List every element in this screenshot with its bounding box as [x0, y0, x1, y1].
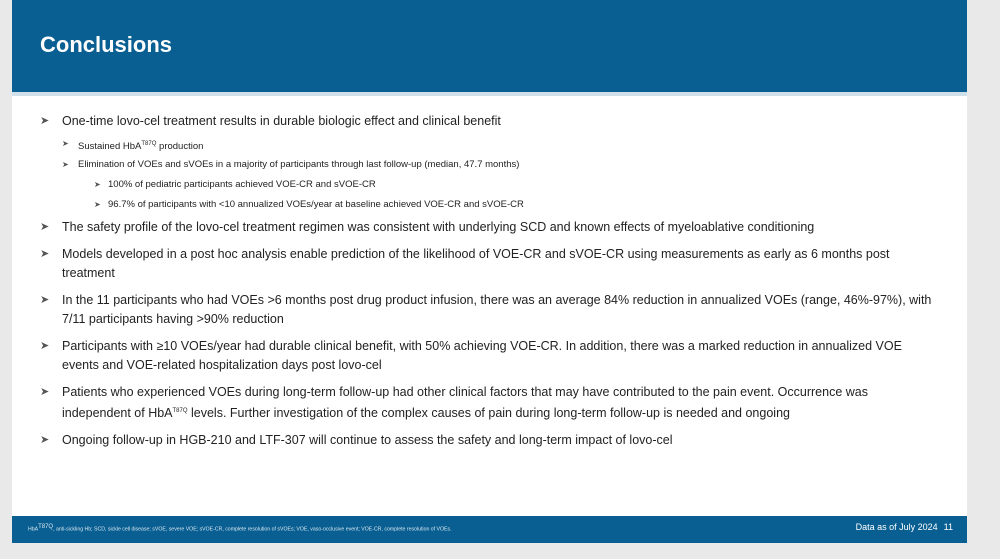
arrow-bullet-icon: ➤	[94, 180, 101, 190]
arrow-bullet-icon: ➤	[40, 115, 50, 127]
arrow-bullet-icon: ➤	[40, 294, 50, 307]
superscript: T87Q	[141, 141, 157, 147]
title-bar	[12, 0, 967, 92]
footer-right	[850, 522, 953, 532]
bullet-text: The safety profile of the lovo-cel treatment regimen was consistent with underlying SCD and known effects of myeloablative conditioning	[62, 220, 815, 235]
arrow-bullet-icon: ➤	[40, 248, 50, 261]
slide	[12, 0, 967, 543]
bullet-text: Participants with ≥10 VOEs/year had durable clinical benefit, with 50% achieving VOE-CR. In addition, there was a marked reduction in annualized VOE events and VOE-related hospitalization days post lovo-cel	[62, 339, 902, 373]
arrow-bullet-icon: ➤	[94, 200, 101, 210]
data-date: Data as of July 2024	[855, 522, 938, 532]
slide-title: Conclusions	[40, 32, 173, 57]
sub-bullet-item	[40, 135, 940, 156]
bullet-item	[40, 383, 940, 423]
footnote-text: , anti-sickling Hb; SCD, sickle cell disease; sVOE, severe VOE; sVOE-CR, complete resolution of sVOEs; VOE, vaso-occlusive event; VOE-CR, complete resolution of VOEs.	[53, 526, 452, 533]
bullet-text: Elimination of VOEs and sVOEs in a majority of participants through last follow-up (median, 47.7 months)	[78, 159, 520, 171]
bullet-text: Models developed in a post hoc analysis enable prediction of the likelihood of VOE-CR and sVOE-CR using measurements as early as 6 months post treatment	[62, 247, 890, 281]
page-number: 11	[943, 522, 953, 532]
arrow-bullet-icon: ➤	[62, 160, 69, 170]
superscript: T87Q	[38, 524, 54, 530]
bullet-item	[40, 245, 940, 283]
bullet-list	[40, 112, 940, 458]
footer-bar	[12, 516, 967, 543]
abbreviations-footnote	[28, 524, 452, 533]
bullet-item	[40, 291, 940, 329]
bullet-text: 100% of pediatric participants achieved VOE-CR and sVOE-CR	[108, 179, 376, 191]
arrow-bullet-icon: ➤	[62, 139, 69, 148]
bullet-text: production	[156, 141, 204, 153]
footnote-text: HbA	[28, 526, 39, 533]
bullet-item	[40, 431, 940, 450]
arrow-bullet-icon: ➤	[40, 386, 50, 399]
bullet-text: Ongoing follow-up in HGB-210 and LTF-307 will continue to assess the safety and long-term impact of lovo-cel	[62, 433, 673, 448]
arrow-bullet-icon: ➤	[40, 340, 50, 353]
bullet-text: Patients who experienced VOEs during long-term follow-up had other clinical factors that may have contributed to the pain event. Occurrence was independent of HbA	[62, 385, 868, 421]
sub-bullet-item	[40, 156, 940, 174]
superscript: T87Q	[172, 408, 188, 415]
bullet-item	[40, 337, 940, 375]
bullet-text: In the 11 participants who had VOEs >6 months post drug product infusion, there was an average 84% reduction in annualized VOEs (range, 46%-97%), with 7/11 participants having >90% reduction	[62, 293, 932, 327]
bullet-item	[40, 218, 940, 237]
arrow-bullet-icon: ➤	[40, 221, 50, 234]
sub-sub-bullet-item	[40, 176, 940, 194]
arrow-bullet-icon: ➤	[40, 434, 50, 447]
bullet-text: Sustained HbA	[78, 141, 142, 153]
sub-sub-bullet-item	[40, 196, 940, 214]
bullet-text: levels. Further investigation of the complex causes of pain during long-term follow-up is needed and ongoing	[187, 406, 790, 421]
bullet-text: 96.7% of participants with <10 annualized VOEs/year at baseline achieved VOE-CR and sVOE-CR	[108, 199, 524, 211]
bullet-text: One-time lovo-cel treatment results in durable biologic effect and clinical benefit	[62, 114, 501, 128]
title-divider	[12, 92, 967, 96]
bullet-item	[40, 112, 940, 131]
